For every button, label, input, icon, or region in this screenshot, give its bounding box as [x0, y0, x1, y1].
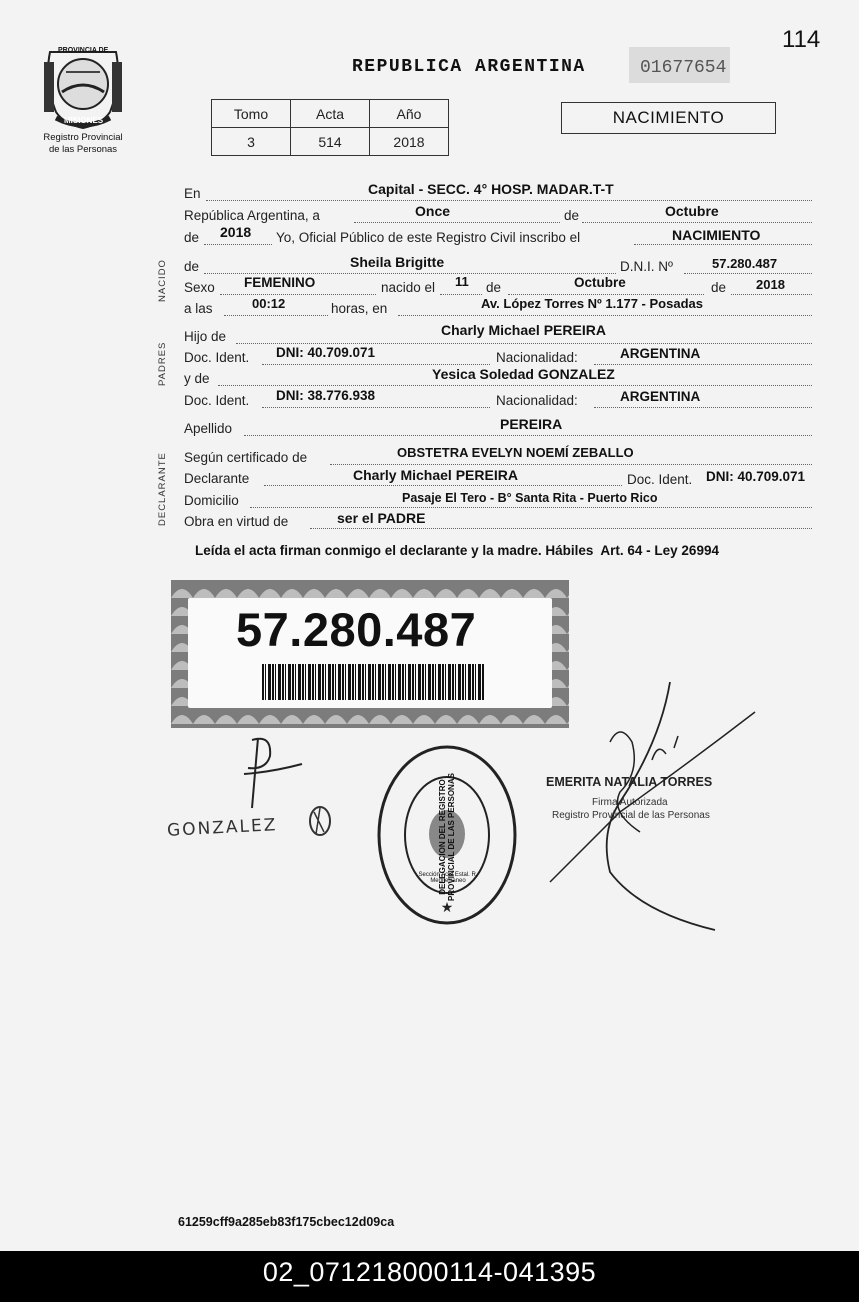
dotted-line [250, 507, 812, 508]
value-padre: Charly Michael PEREIRA [441, 322, 606, 338]
label-yo-oficial: Yo, Oficial Público de este Registro Civil inscribo el [276, 230, 581, 245]
dotted-line [684, 273, 812, 274]
dotted-line [310, 528, 812, 529]
label-de-nac-mes: de [486, 280, 502, 295]
value-nac-mes: Octubre [574, 275, 626, 290]
value-nac-anio: 2018 [756, 277, 785, 292]
dotted-line [634, 244, 812, 245]
value-anio: 2018 [220, 224, 252, 240]
svg-text:★: ★ [440, 899, 454, 915]
value-madre-doc: DNI: 38.776.938 [276, 388, 376, 403]
header-tomo: Tomo [212, 100, 291, 128]
value-acta: 514 [291, 128, 370, 156]
dotted-line [204, 244, 272, 245]
dotted-line [218, 385, 812, 386]
registry-logo [42, 42, 124, 130]
value-acto: NACIMIENTO [672, 227, 761, 243]
value-nac-dia: 11 [455, 274, 469, 289]
dotted-line [262, 407, 490, 408]
header-acta: Acta [291, 100, 370, 128]
table-row [212, 128, 449, 156]
label-de-nac-anio: de [711, 280, 727, 295]
dotted-line [236, 343, 812, 344]
value-nombre: Sheila Brigitte [350, 254, 445, 270]
label-doc-ident-madre: Doc. Ident. [184, 393, 250, 408]
value-lugar: Capital - SECC. 4° HOSP. MADAR.T-T [368, 181, 614, 197]
dotted-line [354, 222, 560, 223]
dotted-line [731, 294, 812, 295]
officer-signature-icon [540, 682, 760, 932]
label-de-nombre: de [184, 259, 200, 274]
value-certificado: OBSTETRA EVELYN NOEMÍ ZEBALLO [397, 445, 634, 460]
document-hash: 61259cff9a285eb83f175cbec12d09ca [178, 1215, 395, 1229]
page-number: 114 [782, 26, 821, 53]
dotted-line [594, 364, 812, 365]
label-nacionalidad-padre: Nacionalidad: [496, 350, 578, 365]
value-sexo: FEMENINO [244, 275, 316, 290]
official-stamp [376, 744, 518, 926]
dotted-line [224, 315, 328, 316]
label-sexo: Sexo [184, 280, 215, 295]
logo-text-bottom: MISIONES [64, 116, 104, 125]
officer-name: EMERITA NATALIA TORRES [546, 775, 713, 789]
dotted-line [508, 294, 704, 295]
label-hijo-de: Hijo de [184, 329, 227, 344]
label-horas-en: horas, en [331, 301, 388, 316]
stamp-ring-text: DELEGACION DEL REGISTRO PROVINCIAL DE LAS PERSONAS [438, 773, 456, 901]
id-number: 57.280.487 [236, 603, 477, 656]
signature-initial-icon [306, 802, 336, 838]
value-declarante-doc: DNI: 40.709.071 [706, 469, 806, 484]
closing-text: Leída el acta firman conmigo el declarante y la madre. Hábiles Art. 64 - Ley 26994 [195, 543, 719, 558]
id-label [171, 580, 569, 728]
value-tomo: 3 [212, 128, 291, 156]
barcode [262, 664, 484, 700]
label-declarante: Declarante [184, 471, 250, 486]
logo-text-top: PROVINCIA DE [58, 47, 109, 54]
label-domicilio: Domicilio [184, 493, 239, 508]
dotted-line [440, 294, 482, 295]
label-republica: República Argentina, a [184, 208, 320, 223]
id-label-inner [188, 598, 552, 708]
value-dia: Once [415, 203, 451, 219]
label-apellido: Apellido [184, 421, 233, 436]
dotted-line [244, 435, 812, 436]
value-declarante: Charly Michael PEREIRA [353, 467, 518, 483]
label-en: En [184, 186, 201, 201]
label-doc-ident-padre: Doc. Ident. [184, 350, 250, 365]
dotted-line [262, 364, 490, 365]
label-obra: Obra en virtud de [184, 514, 289, 529]
registry-name-line1: Registro Provincial [43, 132, 123, 143]
dotted-line [594, 407, 812, 408]
label-de: de [564, 208, 580, 223]
value-domicilio-nac: Av. López Torres Nº 1.177 - Posadas [481, 296, 703, 311]
stamp-inner-text: Sección Acta Estal. R. Mediterraneo [418, 872, 478, 884]
label-doc-ident-declarante: Doc. Ident. [627, 472, 693, 487]
dotted-line [264, 485, 622, 486]
footer-code: 02_071218000114-041395 [0, 1251, 859, 1302]
label-nacido-el: nacido el [381, 280, 436, 295]
table-header-row [212, 100, 449, 128]
act-type-box: NACIMIENTO [561, 102, 776, 134]
label-a-las: a las [184, 301, 213, 316]
label-y-de: y de [184, 371, 210, 386]
header-anio: Año [370, 100, 449, 128]
dotted-line [206, 200, 812, 201]
section-padres: PADRES [157, 341, 168, 386]
dotted-line [204, 273, 616, 274]
serial-number: 01677654 [640, 58, 727, 78]
value-dni: 57.280.487 [712, 256, 778, 271]
value-anio: 2018 [370, 128, 449, 156]
label-dni: D.N.I. Nº [620, 259, 673, 274]
dotted-line [398, 315, 812, 316]
record-table [211, 99, 449, 156]
label-de-anio: de [184, 230, 200, 245]
value-mes: Octubre [665, 203, 719, 219]
value-domicilio: Pasaje El Tero - B° Santa Rita - Puerto Rico [402, 491, 658, 505]
value-apellido: PEREIRA [500, 416, 563, 432]
officer-title: Firma Autorizada [592, 797, 668, 808]
value-madre-nac: ARGENTINA [620, 389, 701, 404]
dotted-line [220, 294, 376, 295]
dotted-line [582, 222, 812, 223]
registry-name-line2: de las Personas [48, 144, 118, 155]
value-padre-nac: ARGENTINA [620, 346, 701, 361]
value-madre: Yesica Soledad GONZALEZ [432, 366, 615, 382]
mother-signature: GONZALEZ [166, 815, 278, 841]
label-segun-cert: Según certificado de [184, 450, 308, 465]
value-obra: ser el PADRE [337, 510, 426, 526]
label-nacionalidad-madre: Nacionalidad: [496, 393, 578, 408]
section-nacido: NACIDO [157, 259, 168, 302]
officer-org: Registro Provincial de las Personas [552, 810, 710, 821]
value-padre-doc: DNI: 40.709.071 [276, 345, 376, 360]
value-hora: 00:12 [252, 296, 286, 311]
dotted-line [330, 464, 812, 465]
section-declarante: DECLARANTE [157, 452, 168, 526]
country-title: REPUBLICA ARGENTINA [352, 57, 586, 77]
